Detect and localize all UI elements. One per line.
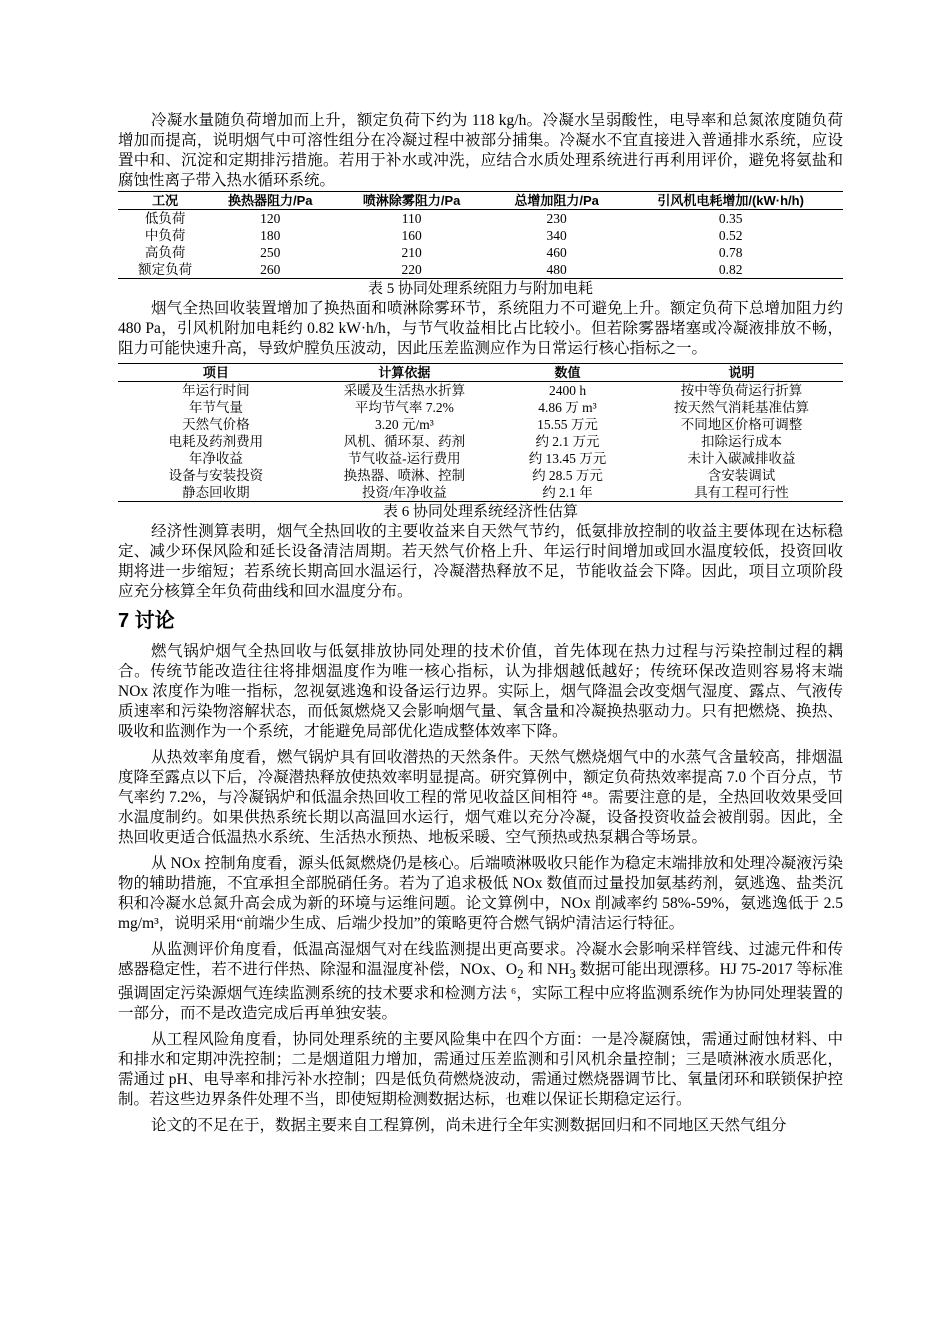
table-cell: 风机、循环泵、药剂 (343, 434, 466, 449)
table-cell: 2400 h (548, 383, 587, 398)
table-cell: 额定负荷 (138, 262, 193, 277)
paragraph-monitoring (118, 940, 843, 1024)
table-row (118, 484, 843, 502)
table-cell: 高负荷 (144, 245, 186, 260)
paragraph-condensate: 冷凝水量随负荷增加而上升，额定负荷下约为 118 kg/h。冷凝水呈弱酸性，电导率和总氮浓度随负荷增加而提高，说明烟气中可溶性组分在冷凝过程中被部分捕集。冷凝水不宜直接进入普通排水系统，应设置中和、沉淀和定期排污措施。若用于补水或冲洗，应结合水质处理系统进行再利用评价，避免将氨盐和腐蚀性离子带入热水循环系统。 (118, 112, 843, 189)
table-cell: 含安装调试 (707, 468, 776, 483)
table6-column-header: 项目 (202, 365, 229, 380)
table-cell: 120 (260, 211, 281, 226)
table-cell: 平均节气率 7.2% (354, 400, 454, 415)
table-cell: 0.35 (718, 211, 743, 226)
table-cell: 0.78 (718, 245, 743, 260)
table-cell: 天然气价格 (182, 417, 250, 432)
paragraph-thermal-efficiency: 从热效率角度看，燃气锅炉具有回收潜热的天然条件。天然气燃烧烟气中的水蒸气含量较高，排烟温度降至露点以下后，冷凝潜热释放使热效率明显提高。研究算例中，额定负荷热效率提高 7.0 个百分点，节气率约 7.2%，与冷凝锅炉和低温余热回收工程的常见收益区间相符 ⁴⁸。需要注意的是，全热回收效果受回水温度制约。如果供热系统长期以高温回水运行，烟气难以充分冷凝，设备投资收益会被削弱。因此，全热回收更适合低温热水系统、生活热水预热、地板采暖、空气预热或热泵耦合等场景。 (118, 749, 843, 846)
paragraph-engineering-risk: 从工程风险角度看，协同处理系统的主要风险集中在四个方面：一是冷凝腐蚀，需通过耐蚀材料、中和排水和定期冲洗控制；二是烟道阻力增加，需通过压差监测和引风机余量控制；三是喷淋液水质恶化，需通过 pH、电导率和排污补水控制；四是低负荷燃烧波动，需通过燃烧器调节比、氧量闭环和联锁保护控制。若这些边界条件处理不当，即使短期检测数据达标，也难以保证长期稳定运行。 (118, 1031, 843, 1109)
table-cell: 节气收益-运行费用 (348, 451, 461, 466)
table-cell: 低负荷 (144, 211, 186, 226)
table-row (118, 467, 843, 484)
table-cell: 采暖及生活热水折算 (343, 383, 466, 398)
table-6-header (118, 364, 843, 382)
table-cell: 电耗及药剂费用 (168, 434, 264, 449)
table-row (118, 450, 843, 467)
table-cell: 480 (546, 262, 567, 277)
table-6-economics (118, 363, 843, 502)
table-5-resistance (118, 191, 843, 279)
table-cell: 约 2.1 万元 (535, 434, 600, 449)
subscript-nh3: 3 (569, 966, 576, 982)
table6-column-header: 数值 (554, 365, 581, 380)
table-cell: 未计入碳减排收益 (687, 451, 796, 466)
paragraph-discussion-intro: 燃气锅炉烟气全热回收与低氨排放协同处理的技术价值，首先体现在热力过程与污染控制过程的耦合。传统节能改造往往将排烟温度作为唯一核心指标，认为排烟越低越好；传统环保改造则容易将末端 NOx 浓度作为唯一指标，忽视氨逃逸和设备运行边界。实际上，烟气降温会改变烟气湿度、露点、气液传质速率和污染物溶解状态，而低氮燃烧又会影响烟气量、氧含量和冷凝换热驱动力。只有把燃烧、换热、吸收和监测作为一个系统，才能避免局部优化造成整体效率下降。 (118, 643, 843, 740)
table-5-header (118, 192, 843, 210)
table-cell: 约 28.5 万元 (532, 468, 603, 483)
table-cell: 110 (401, 211, 422, 226)
table-row (118, 244, 843, 261)
table-cell: 160 (401, 228, 422, 243)
table-cell: 230 (546, 211, 567, 226)
table-cell: 210 (401, 245, 422, 260)
table-cell: 340 (546, 228, 567, 243)
table-cell: 具有工程可行性 (694, 485, 789, 500)
table-cell: 260 (260, 262, 281, 277)
paragraph-resistance: 烟气全热回收装置增加了换热面和喷淋除雾环节，系统阻力不可避免上升。额定负荷下总增加阻力约 480 Pa，引风机附加电耗约 0.82 kW·h/h，与节气收益相比占比较小。但若除雾器堵塞或冷凝液排放不畅，阻力可能快速升高，导致炉膛负压波动，因此压差监测应作为日常运行核心指标之一。 (118, 300, 843, 357)
table5-column-header: 总增加阻力/Pa (514, 193, 599, 208)
table-5-caption: 表 5 协同处理系统阻力与附加电耗 (367, 281, 593, 297)
table-cell: 扣除运行成本 (701, 434, 782, 449)
table-row (118, 399, 843, 416)
table5-column-header: 喷淋除雾阻力/Pa (362, 193, 461, 208)
table-cell: 静态回收期 (182, 485, 250, 500)
table-cell: 约 2.1 年 (542, 485, 593, 500)
paragraph-economics: 经济性测算表明，烟气全热回收的主要收益来自天然气节约，低氨排放控制的收益主要体现在达标稳定、减少环保风险和延长设备清洁周期。若天然气价格上升、年运行时间增加或回水温度较低，投资回收期将进一步缩短；若系统长期高回水温运行，冷凝潜热释放不足，节能收益会下降。因此，项目立项阶段应充分核算全年负荷曲线和回水温度分布。 (118, 523, 843, 600)
monitoring-text-a: 从监测评价角度看，低温高湿烟气对在线监测提出更高要求。冷凝水会影响采样管线、过滤元件和传感器稳定性，若不进行伴热、除湿和温湿度补偿，NOx、O (118, 941, 843, 978)
table-5-body (118, 210, 843, 279)
table-cell: 180 (260, 228, 281, 243)
table-cell: 3.20 元/m³ (374, 417, 434, 432)
paragraph-nox-control: 从 NOx 控制角度看，源头低氮燃烧仍是核心。后端喷淋吸收只能作为稳定末端排放和处理冷凝液污染物的辅助措施，不宜承担全部脱硝任务。若为了追求极低 NOx 数值而过量投加氨基药剂，氨逃逸、盐类沉积和冷凝水总氮升高会成为新的环境与运维问题。论文算例中，NOx 削减率约 58%-59%，氨逃逸低于 2.5 mg/m³，说明采用“前端少生成、后端少投加”的策略更符合燃气锅炉清洁运行特征。 (118, 855, 843, 932)
table-cell: 约 13.45 万元 (528, 451, 607, 466)
table-cell: 220 (401, 262, 422, 277)
table-cell: 年节气量 (188, 400, 243, 415)
table-row (118, 210, 843, 228)
table-cell: 投资/年净收益 (361, 485, 447, 500)
paragraph-limitations: 论文的不足在于，数据主要来自工程算例，尚未进行全年实测数据回归和不同地区天然气组分 (151, 1117, 787, 1135)
table6-column-header: 计算依据 (378, 365, 431, 380)
table-cell: 按中等负荷运行折算 (680, 383, 803, 398)
table5-column-header: 工况 (152, 193, 179, 208)
table-6-body (118, 382, 843, 502)
table-cell: 4.86 万 m³ (538, 400, 597, 415)
table5-column-header: 换热器阻力/Pa (227, 193, 313, 208)
table-cell: 按天然气消耗基准估算 (674, 400, 809, 415)
table-cell: 460 (546, 245, 567, 260)
table6-column-header: 说明 (728, 365, 755, 380)
monitoring-text-b: 和 NH (523, 961, 570, 978)
table5-column-header: 引风机电耗增加/(kW·h/h) (657, 193, 804, 208)
monitoring-text-c: 数据可能出现漂移。HJ 75-2017 等标准强调固定污染源烟气连续监测系统的技术要求和检测方法 ⁶，实际工程中应将监测系统作为协同处理装置的一部分，而不是改造完成后再单独安装。 (118, 961, 843, 1023)
table-cell: 换热器、喷淋、控制 (343, 468, 466, 483)
table-row (118, 227, 843, 244)
table-cell: 年净收益 (188, 451, 243, 466)
table-6-caption: 表 6 协同处理系统经济性估算 (382, 504, 578, 520)
table-cell: 0.52 (718, 228, 743, 243)
table-cell: 250 (260, 245, 281, 260)
table-cell: 中负荷 (144, 228, 186, 243)
section-heading: 7 讨论 (118, 610, 175, 632)
table-cell: 15.55 万元 (537, 417, 598, 432)
table-cell: 0.82 (718, 262, 743, 277)
table-cell: 不同地区价格可调整 (680, 417, 803, 432)
table-row (118, 416, 843, 433)
subscript-o2: 2 (517, 966, 524, 982)
table-row (118, 382, 843, 400)
table-cell: 设备与安装投资 (168, 468, 264, 483)
table-row (118, 261, 843, 279)
table-row (118, 433, 843, 450)
table-cell: 年运行时间 (182, 383, 250, 398)
